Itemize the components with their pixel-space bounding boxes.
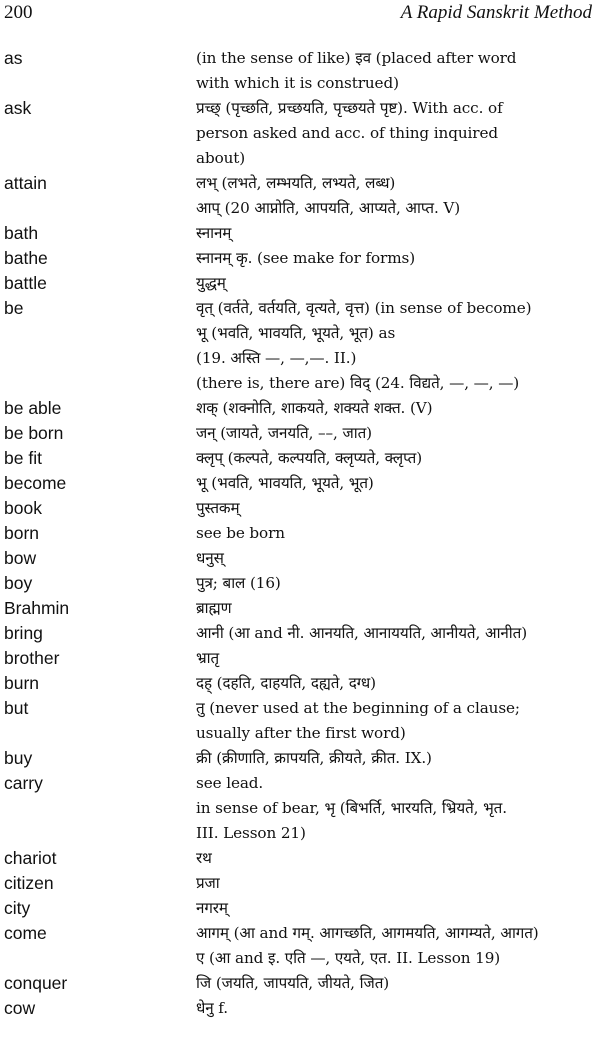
entry-term: bow [4,548,37,568]
entry-term: conquer [4,973,68,993]
definition-line: भू (भवति, भावयति, भूयते, भूत) [196,474,374,492]
entry-term: book [4,498,42,518]
definition-line: दह् (दहति, दाहयति, दह्यते, दग्ध) [196,674,376,692]
entry-term: buy [4,748,33,768]
entry-term: attain [4,173,47,193]
definition-line: आनी (आ and नी. आनयति, आनाययति, आनीयते, आनीत) [196,624,528,642]
entry-definitions [196,621,592,646]
definition-line: आगम् (आ and गम्. आगच्छति, आगमयति, आगम्यते, आगत) [196,924,539,942]
glossary-list [0,46,600,1021]
glossary-entry [0,521,600,546]
entry-definitions [196,46,592,96]
glossary-entry [0,546,600,571]
entry-term: burn [4,673,40,693]
entry-term: bathe [4,248,48,268]
page-header [0,0,600,26]
entry-term: citizen [4,873,54,893]
entry-term: as [4,48,23,68]
entry-definitions [196,971,592,996]
definition-line: see lead. [196,774,264,792]
glossary-entry [0,96,600,171]
glossary-entry [0,921,600,971]
entry-definitions [196,671,592,696]
definition-line: पुत्र; बाल (16) [196,574,281,592]
definition-line: about) [196,149,246,167]
entry-definitions [196,571,592,596]
entry-definitions [196,171,592,221]
entry-term: boy [4,573,33,593]
definition-line: धेनु f. [196,999,229,1017]
definition-line: क्री (क्रीणाति, क्रापयति, क्रीयते, क्रीत. IX.) [196,749,432,767]
entry-definitions [196,521,592,546]
page-number: 200 [4,2,33,23]
entry-term: bath [4,223,39,243]
definition-line: प्रच्छ् (पृच्छति, प्रच्छयति, पृच्छयते पृष्ट). With acc. of [196,99,503,117]
entry-definitions [196,271,592,296]
entry-definitions [196,771,592,846]
glossary-entry [0,221,600,246]
definition-line: भू (भवति, भावयति, भूयते, भूत) as [196,324,396,342]
entry-definitions [196,921,592,971]
definition-line: धनुस् [196,549,224,567]
entry-definitions [196,396,592,421]
glossary-entry [0,671,600,696]
entry-definitions [196,596,592,621]
definition-line: III. Lesson 21) [196,824,306,842]
entry-definitions [196,446,592,471]
entry-definitions [196,546,592,571]
glossary-entry [0,471,600,496]
glossary-entry [0,971,600,996]
glossary-entry [0,296,600,396]
definition-line: तु (never used at the beginning of a clause; [196,699,520,717]
glossary-entry [0,246,600,271]
entry-definitions [196,296,592,396]
running-title: A Rapid Sanskrit Method [400,2,592,23]
entry-term: Brahmin [4,598,70,618]
definition-line: usually after the first word) [196,724,406,742]
definition-line: नगरम् [196,899,228,917]
definition-line: person asked and acc. of thing inquired [196,124,498,142]
glossary-entry [0,596,600,621]
glossary-entry [0,771,600,846]
entry-term: come [4,923,47,943]
definition-line: युद्धम् [196,274,226,292]
entry-term: battle [4,273,47,293]
definition-line: (there is, there are) विद् (24. विद्यते, —, —, —) [196,374,520,392]
definition-line: क्लृप् (कल्पते, कल्पयति, क्लृप्यते, क्लृप्त) [196,449,423,467]
glossary-entry [0,446,600,471]
glossary-entry [0,621,600,646]
entry-term: bring [4,623,43,643]
glossary-entry [0,996,600,1021]
entry-definitions [196,96,592,171]
definition-line: पुस्तकम् [196,499,240,517]
glossary-entry [0,896,600,921]
definition-line: ए (आ and इ. एति —, एयते, एत. II. Lesson 19) [196,949,501,967]
definition-line: रथ [196,849,212,867]
definition-line: ब्राह्मण [196,599,232,617]
entry-definitions [196,846,592,871]
glossary-entry [0,871,600,896]
entry-term: ask [4,98,32,118]
definition-line: जन् (जायते, जनयति, ––, जात) [196,424,372,442]
entry-definitions [196,896,592,921]
definition-line: प्रजा [196,874,220,892]
entry-definitions [196,221,592,246]
definition-line: see be born [196,524,285,542]
glossary-entry [0,846,600,871]
glossary-entry [0,171,600,221]
glossary-entry [0,46,600,96]
definition-line: शक् (शक्नोति, शाकयते, शक्यते शक्त. (V) [196,399,433,417]
entry-term: be able [4,398,62,418]
definition-line: (19. अस्ति —, —,—. II.) [196,349,357,367]
glossary-entry [0,571,600,596]
glossary-entry [0,421,600,446]
entry-term: but [4,698,29,718]
entry-definitions [196,646,592,671]
definition-line: with which it is construed) [196,74,399,92]
entry-term: carry [4,773,43,793]
glossary-entry [0,746,600,771]
entry-definitions [196,996,592,1021]
definition-line: जि (जयति, जापयति, जीयते, जित) [196,974,390,992]
entry-definitions [196,496,592,521]
entry-term: be born [4,423,64,443]
glossary-entry [0,396,600,421]
entry-term: brother [4,648,60,668]
entry-term: be [4,298,24,318]
definition-line: भ्रातृ [196,649,220,667]
entry-term: born [4,523,40,543]
entry-definitions [196,746,592,771]
entry-definitions [196,246,592,271]
definition-line: वृत् (वर्तते, वर्तयति, वृत्यते, वृत्त) (in sense of become) [196,299,532,317]
glossary-entry [0,696,600,746]
glossary-entry [0,646,600,671]
definition-line: स्नानम् कृ. (see make for forms) [196,249,416,267]
glossary-entry [0,271,600,296]
definition-line: लभ् (लभते, लम्भयति, लभ्यते, लब्ध) [196,174,396,192]
entry-term: cow [4,998,36,1018]
entry-definitions [196,471,592,496]
entry-term: chariot [4,848,57,868]
entry-term: become [4,473,67,493]
definition-line: आप् (20 आप्नोति, आपयति, आप्यते, आप्त. V) [196,199,461,217]
entry-definitions [196,696,592,746]
definition-line: स्नानम् [196,224,232,242]
entry-term: city [4,898,31,918]
entry-definitions [196,421,592,446]
definition-line: in sense of bear, भृ (बिभर्ति, भारयति, भ्रियते, भृत. [196,799,507,817]
glossary-entry [0,496,600,521]
entry-term: be fit [4,448,42,468]
definition-line: (in the sense of like) इव (placed after word [196,49,517,67]
entry-definitions [196,871,592,896]
